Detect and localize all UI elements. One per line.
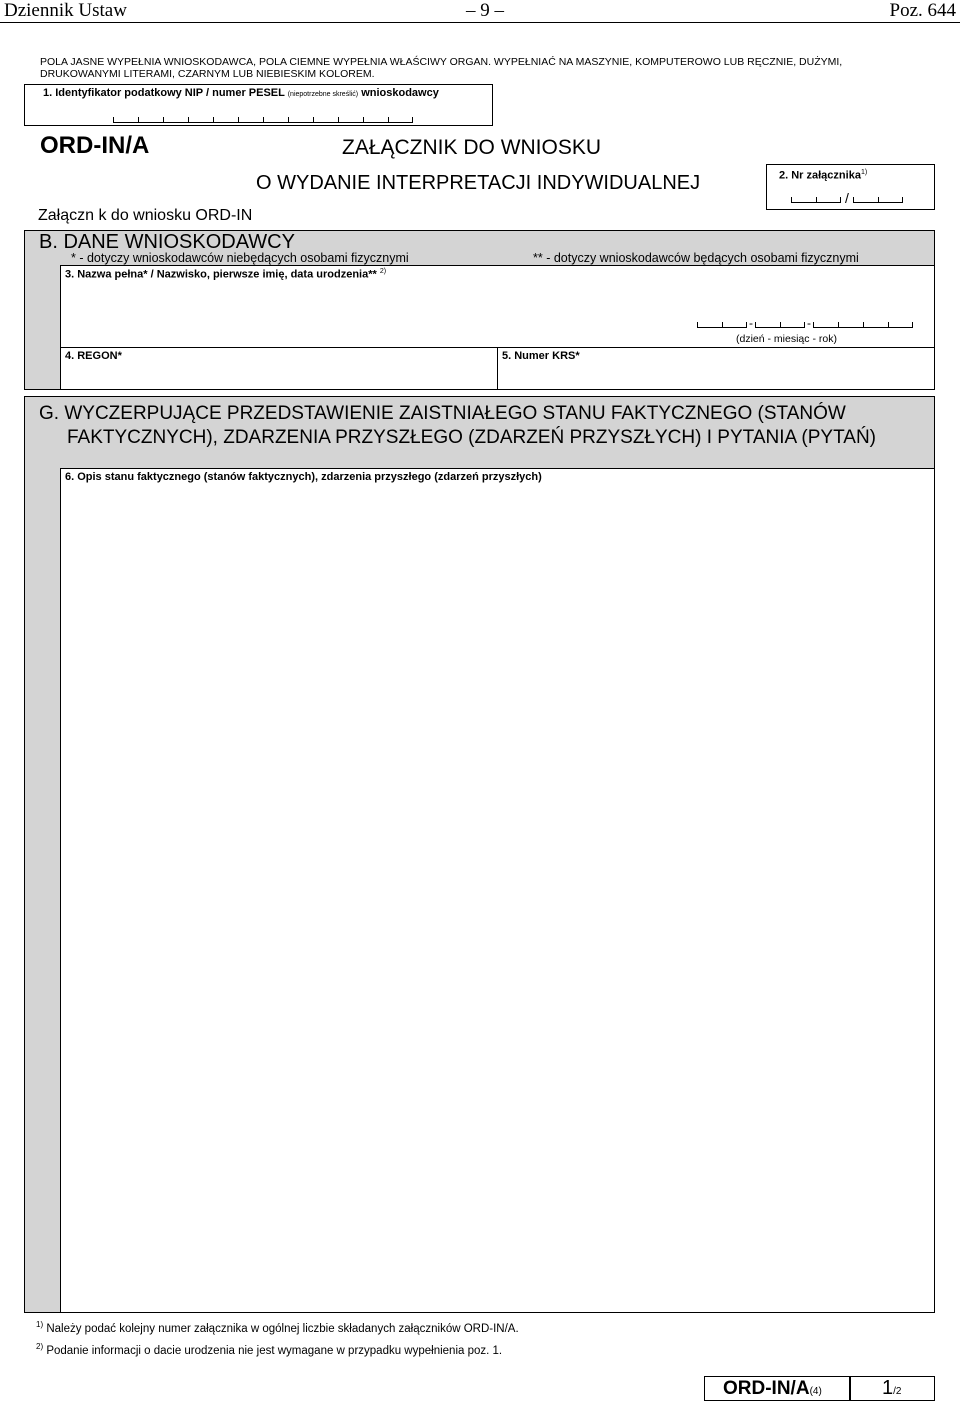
footer-form-code: ORD-IN/A(4) — [723, 1378, 822, 1399]
attachment-number-field[interactable] — [766, 164, 935, 210]
tax-id-label: 1. Identyfikator podatkowy NIP / numer PESEL (niepotrzebne skreślić) wnioskodawcy — [43, 87, 439, 99]
section-b-note-1: * - dotyczy wnioskodawców niebędących osobami fizycznymi — [71, 251, 409, 265]
regon-field[interactable] — [60, 347, 499, 390]
section-b-title: B. DANE WNIOSKODAWCY — [39, 231, 295, 253]
form-attachment-note: Załączn k do wniosku ORD-IN — [38, 207, 253, 224]
attachment-number-label: 2. Nr załącznika$^{1)}$ — [779, 169, 868, 182]
footer-page-box — [849, 1376, 935, 1401]
section-b-note-2: ** - dotyczy wnioskodawców będących osobami fizycznymi — [533, 251, 859, 265]
footer-form-code-box — [704, 1376, 851, 1401]
birth-date-cells[interactable]: - - — [697, 320, 913, 328]
tax-id-cells[interactable] — [113, 115, 413, 123]
header-rule — [0, 22, 960, 23]
krs-field[interactable] — [497, 347, 935, 390]
page-number: – 9 – — [466, 0, 504, 21]
regon-label: 4. REGON* — [65, 350, 122, 362]
section-g-title-line-2: FAKTYCZNYCH), ZDARZENIA PRZYSZŁEGO (ZDARZEŃ PRZYSZŁYCH) I PYTANIA (PYTAŃ) — [67, 427, 876, 448]
attachment-number-cells[interactable]: / — [791, 195, 903, 203]
form-code: ORD-IN/A — [40, 132, 150, 159]
tax-id-note: (niepotrzebne skreślić) — [287, 91, 359, 98]
footnote-2: $^{2)}$ Podanie informacji o dacie urodzenia nie jest wymagane w przypadku wypełnienia poz. 1. — [36, 1342, 503, 1357]
facts-description-label: 6. Opis stanu faktycznego (stanów faktycznych), zdarzenia przyszłego (zdarzeń przyszłych) — [65, 471, 542, 483]
tax-id-field[interactable] — [24, 84, 493, 126]
tax-id-suffix: wnioskodawcy — [361, 87, 439, 99]
facts-description-field[interactable] — [60, 468, 935, 1313]
full-name-label: 3. Nazwa pełna* / Nazwisko, pierwsze imię, data urodzenia** $^{2)}$ — [65, 268, 387, 281]
footnote-1: $^{1)}$ Należy podać kolejny numer załącznika w ogólnej liczbie składanych załączników ORD-IN/A. — [36, 1320, 519, 1335]
section-g-title-line-1: G. WYCZERPUJĄCE PRZEDSTAWIENIE ZAISTNIAŁEGO STANU FAKTYCZNEGO (STANÓW — [39, 403, 846, 424]
birth-date-hint: (dzień - miesiąc - rok) — [736, 333, 837, 345]
full-name-field[interactable] — [60, 265, 935, 349]
krs-label: 5. Numer KRS* — [502, 350, 580, 362]
form-subtitle: O WYDANIE INTERPRETACJI INDYWIDUALNEJ — [256, 172, 701, 194]
fill-instructions: POLA JASNE WYPEŁNIA WNIOSKODAWCA, POLA CIEMNE WYPEŁNIA WŁAŚCIWY ORGAN. WYPEŁNIAĆ NA MASZYNIE, KOMPUTEROWO LUB RĘCZNIE, DUŻYMI, DRUKOWANYMI LITERAMI, CZARNYM LUB NIEBIESKIM KOLOREM. — [40, 56, 843, 80]
form-title: ZAŁĄCZNIK DO WNIOSKU — [342, 136, 602, 159]
journal-name: Dziennik Ustaw — [4, 0, 127, 21]
footer-page-number: 1/2 — [882, 1377, 902, 1399]
position-number: Poz. 644 — [889, 0, 956, 21]
